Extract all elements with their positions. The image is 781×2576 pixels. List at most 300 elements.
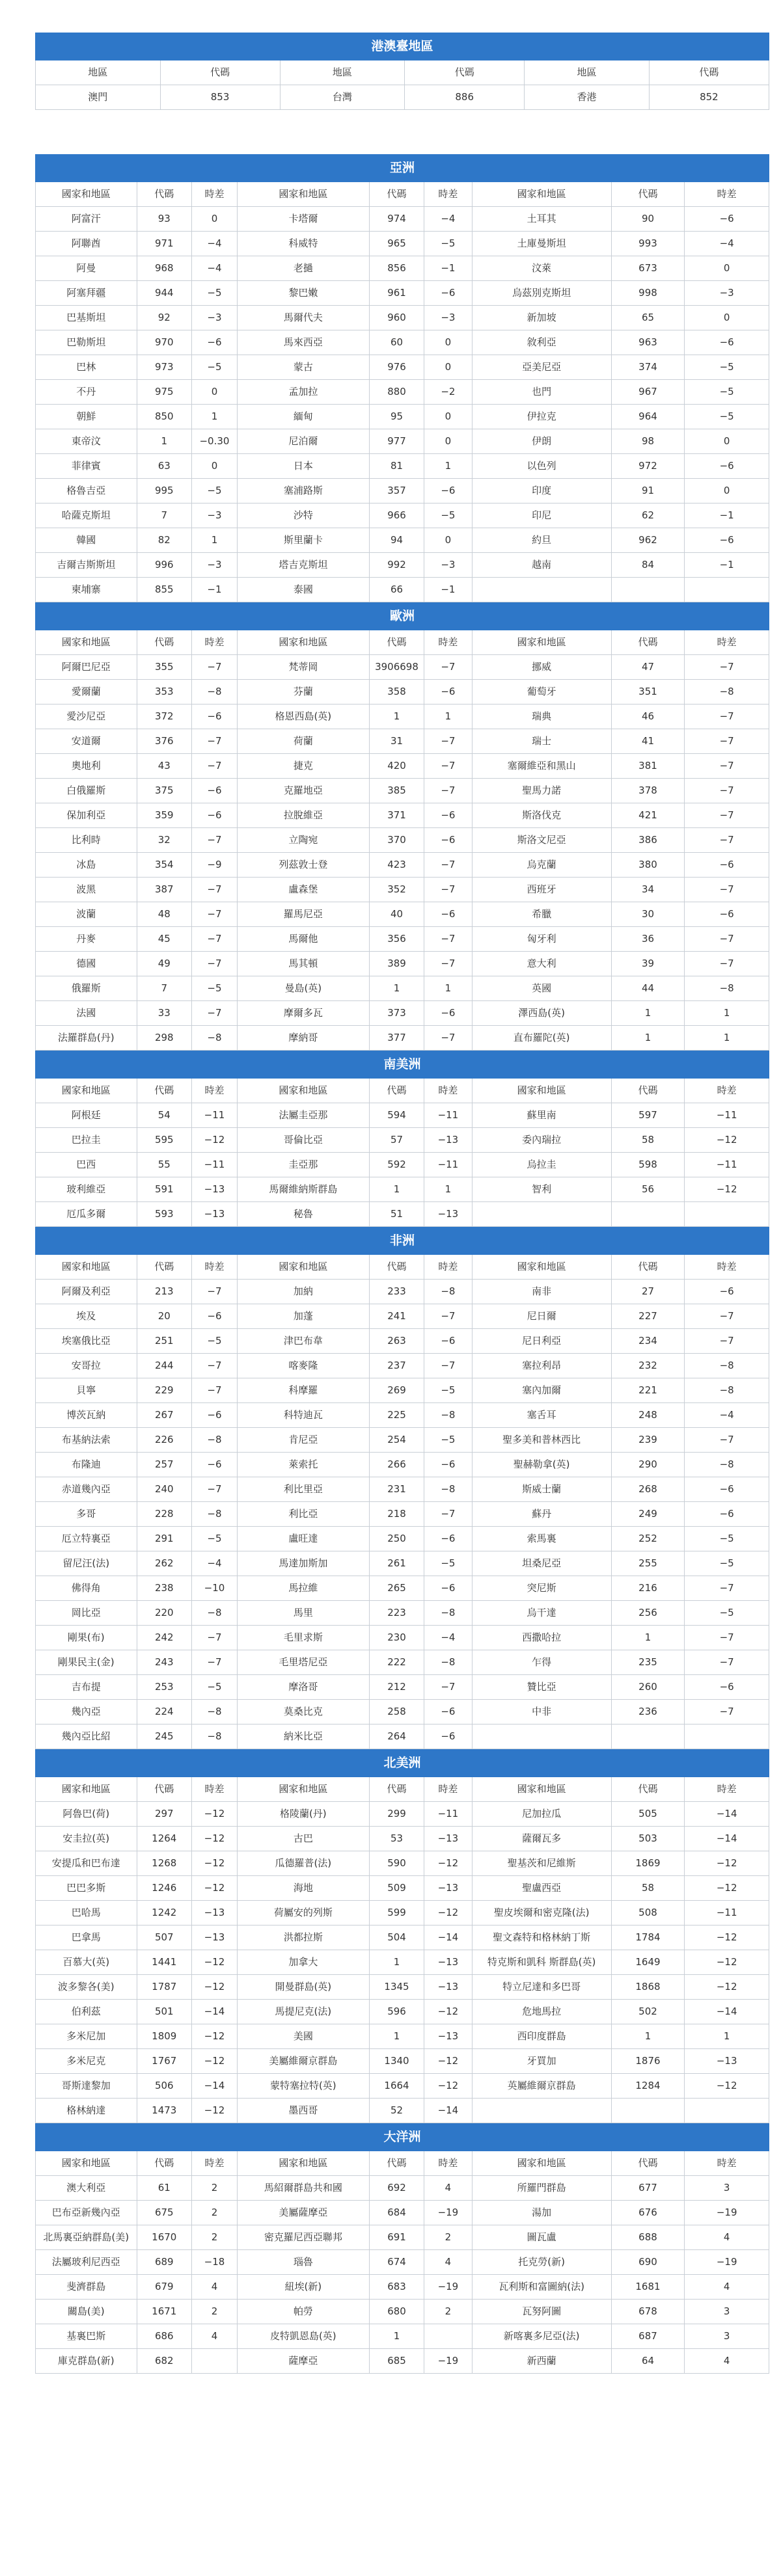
table-row xyxy=(36,1851,769,1876)
table-cell: 36 xyxy=(611,927,685,952)
table-cell: 253 xyxy=(137,1675,192,1700)
table-cell: 389 xyxy=(369,952,424,976)
table-cell: 691 xyxy=(369,2225,424,2250)
table-cell: 299 xyxy=(369,1802,424,1827)
column-header: 時差 xyxy=(192,182,238,207)
table-cell: 992 xyxy=(369,553,424,578)
table-cell: −4 xyxy=(424,1626,472,1650)
table-cell: 590 xyxy=(369,1851,424,1876)
table-cell: 多米尼加 xyxy=(36,2024,137,2049)
column-header: 代碼 xyxy=(611,182,685,207)
table-row xyxy=(36,1700,769,1724)
table-cell: 朝鮮 xyxy=(36,405,137,429)
table-cell: −11 xyxy=(685,1153,769,1177)
table-cell: 351 xyxy=(611,680,685,704)
table-cell: −7 xyxy=(424,779,472,803)
table-row xyxy=(36,2201,769,2225)
table-row xyxy=(36,1428,769,1453)
table-cell: 377 xyxy=(369,1026,424,1051)
table-cell: 3 xyxy=(685,2324,769,2349)
table-cell: 267 xyxy=(137,1403,192,1428)
table-cell: 0 xyxy=(192,380,238,405)
table-cell: 佛得角 xyxy=(36,1576,137,1601)
table-cell: 252 xyxy=(611,1527,685,1551)
table-cell: 格恩西島(英) xyxy=(237,704,369,729)
table-cell: −13 xyxy=(424,1128,472,1153)
table-cell: 安提瓜和巴布達 xyxy=(36,1851,137,1876)
table-cell: −12 xyxy=(192,1802,238,1827)
table-cell: 224 xyxy=(137,1700,192,1724)
table-row xyxy=(36,207,769,232)
section-title: 亞洲 xyxy=(36,155,769,182)
table-cell: 1441 xyxy=(137,1950,192,1975)
table-cell: 0 xyxy=(192,454,238,479)
table-cell: 伊朗 xyxy=(472,429,611,454)
table-row xyxy=(36,952,769,976)
table-cell: 布隆迪 xyxy=(36,1453,137,1477)
table-row xyxy=(36,828,769,853)
table-row xyxy=(36,853,769,878)
table-cell: −12 xyxy=(685,1975,769,2000)
table-cell: 421 xyxy=(611,803,685,828)
table-row xyxy=(36,2049,769,2074)
table-cell: 962 xyxy=(611,528,685,553)
table-cell: 1 xyxy=(685,2024,769,2049)
table-cell: 特立尼達和多巴哥 xyxy=(472,1975,611,2000)
section-title-row xyxy=(36,1750,769,1777)
header-row xyxy=(36,60,769,85)
table-cell: −6 xyxy=(192,779,238,803)
table-cell: 肯尼亞 xyxy=(237,1428,369,1453)
table-cell: 捷克 xyxy=(237,754,369,779)
table-cell: 聖文森特和格林納丁斯 xyxy=(472,1925,611,1950)
table-cell: −7 xyxy=(424,729,472,754)
table-cell: 斯洛文尼亞 xyxy=(472,828,611,853)
column-header: 代碼 xyxy=(369,1255,424,1280)
table-row xyxy=(36,2250,769,2275)
table-cell: 1 xyxy=(685,1026,769,1051)
table-row xyxy=(36,1802,769,1827)
table-cell: −7 xyxy=(685,704,769,729)
table-cell: 法屬圭亞那 xyxy=(237,1103,369,1128)
table-cell: 塞拉利昂 xyxy=(472,1354,611,1378)
table-cell: −12 xyxy=(685,1851,769,1876)
table-cell: 254 xyxy=(369,1428,424,1453)
table-cell: 海地 xyxy=(237,1876,369,1901)
column-header: 國家和地區 xyxy=(36,630,137,655)
table-cell: 976 xyxy=(369,355,424,380)
table-cell xyxy=(611,578,685,602)
table-cell: 聖赫勒拿(英) xyxy=(472,1453,611,1477)
table-cell: −7 xyxy=(192,1280,238,1304)
table-cell: −8 xyxy=(192,680,238,704)
table-cell: 科威特 xyxy=(237,232,369,256)
table-cell: 1 xyxy=(611,1001,685,1026)
table-cell: −11 xyxy=(192,1153,238,1177)
table-cell: −5 xyxy=(685,355,769,380)
table-row xyxy=(36,729,769,754)
table-cell: 不丹 xyxy=(36,380,137,405)
column-header: 代碼 xyxy=(369,630,424,655)
table-cell: −12 xyxy=(685,1177,769,1202)
table-row xyxy=(36,1202,769,1227)
table-row xyxy=(36,1477,769,1502)
table-cell: 503 xyxy=(611,1827,685,1851)
table-cell: 372 xyxy=(137,704,192,729)
table-cell: 593 xyxy=(137,1202,192,1227)
table-cell: −12 xyxy=(685,1128,769,1153)
table-row xyxy=(36,1975,769,2000)
table-cell: −3 xyxy=(685,281,769,306)
table-cell: 852 xyxy=(649,85,769,110)
table-cell: −12 xyxy=(424,1851,472,1876)
table-cell: 4 xyxy=(685,2275,769,2300)
table-cell: 40 xyxy=(369,902,424,927)
region-table xyxy=(35,1051,769,1227)
table-cell: 0 xyxy=(424,528,472,553)
table-row xyxy=(36,680,769,704)
table-row xyxy=(36,1378,769,1403)
table-cell: 970 xyxy=(137,330,192,355)
table-cell: 65 xyxy=(611,306,685,330)
table-cell: 972 xyxy=(611,454,685,479)
table-cell: −13 xyxy=(424,1975,472,2000)
table-cell: −5 xyxy=(192,1675,238,1700)
table-cell: 31 xyxy=(369,729,424,754)
table-cell: 232 xyxy=(611,1354,685,1378)
table-cell: 355 xyxy=(137,655,192,680)
table-cell: 90 xyxy=(611,207,685,232)
column-header: 國家和地區 xyxy=(36,1777,137,1802)
section-title: 歐洲 xyxy=(36,603,769,630)
table-row xyxy=(36,1876,769,1901)
column-header: 代碼 xyxy=(611,1255,685,1280)
table-cell: 3906698 xyxy=(369,655,424,680)
table-cell: −7 xyxy=(685,1626,769,1650)
table-cell: −7 xyxy=(192,729,238,754)
table-cell: −3 xyxy=(424,306,472,330)
table-cell: 哥倫比亞 xyxy=(237,1128,369,1153)
table-cell: 塞爾維亞和黑山 xyxy=(472,754,611,779)
table-cell: 直布羅陀(英) xyxy=(472,1026,611,1051)
table-cell: 387 xyxy=(137,878,192,902)
table-cell: 592 xyxy=(369,1153,424,1177)
table-cell: −11 xyxy=(685,1103,769,1128)
table-cell: 墨西哥 xyxy=(237,2099,369,2123)
table-cell: 2 xyxy=(192,2225,238,2250)
column-header: 國家和地區 xyxy=(36,1079,137,1103)
table-cell: 236 xyxy=(611,1700,685,1724)
table-cell: −7 xyxy=(685,878,769,902)
table-cell: 圖瓦盧 xyxy=(472,2225,611,2250)
table-cell: −6 xyxy=(424,1001,472,1026)
column-header: 時差 xyxy=(685,1079,769,1103)
table-cell: 安圭拉(英) xyxy=(36,1827,137,1851)
table-cell: 馬里 xyxy=(237,1601,369,1626)
table-cell: 56 xyxy=(611,1177,685,1202)
table-cell: −1 xyxy=(685,503,769,528)
table-cell: 利比亞 xyxy=(237,1502,369,1527)
column-header: 代碼 xyxy=(405,60,525,85)
table-cell: 馬爾維納斯群島 xyxy=(237,1177,369,1202)
table-cell: 波多黎各(美) xyxy=(36,1975,137,2000)
table-cell: 荷屬安的列斯 xyxy=(237,1901,369,1925)
table-cell: −13 xyxy=(424,1876,472,1901)
table-cell: −6 xyxy=(685,1675,769,1700)
table-cell: −5 xyxy=(192,281,238,306)
table-cell: 370 xyxy=(369,828,424,853)
table-cell: −12 xyxy=(192,2049,238,2074)
table-cell: 973 xyxy=(137,355,192,380)
column-header: 時差 xyxy=(685,182,769,207)
table-cell: −6 xyxy=(424,281,472,306)
column-header: 國家和地區 xyxy=(237,1079,369,1103)
table-cell: −6 xyxy=(685,528,769,553)
section-title: 北美洲 xyxy=(36,1750,769,1777)
table-cell: 687 xyxy=(611,2324,685,2349)
section-title-row xyxy=(36,1051,769,1079)
table-cell: 巴巴多斯 xyxy=(36,1876,137,1901)
table-cell: −7 xyxy=(685,803,769,828)
table-cell: 沙特 xyxy=(237,503,369,528)
table-cell: 愛爾蘭 xyxy=(36,680,137,704)
table-cell: 381 xyxy=(611,754,685,779)
table-cell: 239 xyxy=(611,1428,685,1453)
table-cell: −7 xyxy=(424,1675,472,1700)
table-cell: 1868 xyxy=(611,1975,685,2000)
table-row xyxy=(36,878,769,902)
table-cell: 美國 xyxy=(237,2024,369,2049)
table-cell: 1649 xyxy=(611,1950,685,1975)
table-cell: 684 xyxy=(369,2201,424,2225)
table-cell: −5 xyxy=(685,1601,769,1626)
table-cell: −7 xyxy=(685,1700,769,1724)
table-cell xyxy=(611,2099,685,2123)
header-row xyxy=(36,1777,769,1802)
table-cell: 1 xyxy=(369,2324,424,2349)
table-cell: −4 xyxy=(192,256,238,281)
table-cell: 357 xyxy=(369,479,424,503)
table-cell: −7 xyxy=(685,655,769,680)
section-title: 非洲 xyxy=(36,1228,769,1255)
table-cell xyxy=(472,1724,611,1749)
table-cell: 354 xyxy=(137,853,192,878)
column-header: 代碼 xyxy=(611,2151,685,2176)
table-cell: −7 xyxy=(424,1502,472,1527)
table-cell: 229 xyxy=(137,1378,192,1403)
table-cell: 961 xyxy=(369,281,424,306)
table-cell: 澤西島(英) xyxy=(472,1001,611,1026)
table-cell: −6 xyxy=(424,1724,472,1749)
table-row xyxy=(36,1304,769,1329)
column-header: 國家和地區 xyxy=(36,1255,137,1280)
table-cell: 886 xyxy=(405,85,525,110)
table-cell: −14 xyxy=(424,2099,472,2123)
table-cell: 290 xyxy=(611,1453,685,1477)
table-cell: 布基納法索 xyxy=(36,1428,137,1453)
table-cell: −14 xyxy=(192,2074,238,2099)
table-row xyxy=(36,429,769,454)
column-header: 代碼 xyxy=(611,1777,685,1802)
table-cell: 巴哈馬 xyxy=(36,1901,137,1925)
table-cell: 哥斯達黎加 xyxy=(36,2074,137,2099)
table-cell: −12 xyxy=(192,1851,238,1876)
table-cell: 1264 xyxy=(137,1827,192,1851)
table-row xyxy=(36,1724,769,1749)
table-cell: 卡塔爾 xyxy=(237,207,369,232)
table-cell: 1784 xyxy=(611,1925,685,1950)
table-cell: 白俄羅斯 xyxy=(36,779,137,803)
table-cell: 91 xyxy=(611,479,685,503)
table-cell: −7 xyxy=(192,878,238,902)
table-cell: 501 xyxy=(137,2000,192,2024)
table-cell: 1473 xyxy=(137,2099,192,2123)
table-cell: 約旦 xyxy=(472,528,611,553)
table-cell: −12 xyxy=(685,2074,769,2099)
header-row xyxy=(36,1255,769,1280)
table-cell: −6 xyxy=(424,1453,472,1477)
table-cell: 266 xyxy=(369,1453,424,1477)
table-cell: 4 xyxy=(424,2176,472,2201)
header-row xyxy=(36,630,769,655)
table-row xyxy=(36,528,769,553)
table-cell: 93 xyxy=(137,207,192,232)
table-cell: 944 xyxy=(137,281,192,306)
table-cell: 乍得 xyxy=(472,1650,611,1675)
table-row xyxy=(36,330,769,355)
table-cell: −11 xyxy=(424,1802,472,1827)
table-cell: 玻利維亞 xyxy=(36,1177,137,1202)
table-cell: 4 xyxy=(192,2275,238,2300)
table-cell: 41 xyxy=(611,729,685,754)
table-cell: −7 xyxy=(685,779,769,803)
table-cell: 津巴布韋 xyxy=(237,1329,369,1354)
table-cell: 巴基斯坦 xyxy=(36,306,137,330)
table-cell: 秘魯 xyxy=(237,1202,369,1227)
table-cell: 1 xyxy=(192,405,238,429)
table-cell: 591 xyxy=(137,1177,192,1202)
column-header: 代碼 xyxy=(137,182,192,207)
table-cell: −6 xyxy=(685,454,769,479)
table-cell: −7 xyxy=(192,1650,238,1675)
table-cell: −7 xyxy=(192,902,238,927)
table-cell: 瑞士 xyxy=(472,729,611,754)
table-cell: 帕勞 xyxy=(237,2300,369,2324)
table-cell: 221 xyxy=(611,1378,685,1403)
table-cell: −13 xyxy=(192,1177,238,1202)
table-cell: 黎巴嫩 xyxy=(237,281,369,306)
table-cell: −6 xyxy=(685,330,769,355)
table-cell: 巴拿馬 xyxy=(36,1925,137,1950)
table-cell: 中非 xyxy=(472,1700,611,1724)
table-row xyxy=(36,1403,769,1428)
table-cell: 關島(美) xyxy=(36,2300,137,2324)
table-cell: −7 xyxy=(685,1650,769,1675)
column-header: 代碼 xyxy=(137,1255,192,1280)
table-cell: 251 xyxy=(137,1329,192,1354)
table-cell: 58 xyxy=(611,1876,685,1901)
table-cell: 0 xyxy=(424,355,472,380)
table-cell: 坦桑尼亞 xyxy=(472,1551,611,1576)
table-cell: −1 xyxy=(685,553,769,578)
table-cell: 英屬維爾京群島 xyxy=(472,2074,611,2099)
table-cell: −6 xyxy=(685,1502,769,1527)
table-cell: 596 xyxy=(369,2000,424,2024)
section-title-row xyxy=(36,603,769,630)
table-row xyxy=(36,1650,769,1675)
table-cell: 赤道幾內亞 xyxy=(36,1477,137,1502)
table-cell: 53 xyxy=(369,1827,424,1851)
table-row xyxy=(36,1128,769,1153)
table-cell: 1246 xyxy=(137,1876,192,1901)
table-cell: 緬甸 xyxy=(237,405,369,429)
table-row xyxy=(36,1177,769,1202)
table-cell: 阿魯巴(荷) xyxy=(36,1802,137,1827)
table-cell: −12 xyxy=(192,1128,238,1153)
table-cell: −7 xyxy=(685,1576,769,1601)
table-cell: −13 xyxy=(424,2024,472,2049)
table-cell: 敘利亞 xyxy=(472,330,611,355)
table-cell: 237 xyxy=(369,1354,424,1378)
column-header: 地區 xyxy=(36,60,161,85)
table-row xyxy=(36,2225,769,2250)
table-cell: 4 xyxy=(424,2250,472,2275)
table-cell: 塞內加爾 xyxy=(472,1378,611,1403)
table-cell: −4 xyxy=(192,232,238,256)
table-cell: 420 xyxy=(369,754,424,779)
table-cell: 1268 xyxy=(137,1851,192,1876)
table-row xyxy=(36,1950,769,1975)
table-cell: 673 xyxy=(611,256,685,281)
table-cell: −8 xyxy=(192,1700,238,1724)
table-cell: −7 xyxy=(424,878,472,902)
table-cell: 44 xyxy=(611,976,685,1001)
table-cell: 蒙古 xyxy=(237,355,369,380)
table-cell: 美屬維爾京群島 xyxy=(237,2049,369,2074)
table-cell: 506 xyxy=(137,2074,192,2099)
column-header: 代碼 xyxy=(160,60,280,85)
table-cell: −6 xyxy=(192,330,238,355)
column-header: 國家和地區 xyxy=(237,182,369,207)
column-header: 代碼 xyxy=(369,2151,424,2176)
table-cell: 留尼汪(法) xyxy=(36,1551,137,1576)
table-cell: −7 xyxy=(424,1354,472,1378)
table-cell: 34 xyxy=(611,878,685,902)
table-cell: 俄羅斯 xyxy=(36,976,137,1001)
table-cell xyxy=(472,1202,611,1227)
table-cell: 保加利亞 xyxy=(36,803,137,828)
table-cell: 幾內亞 xyxy=(36,1700,137,1724)
table-cell: −12 xyxy=(685,1950,769,1975)
table-cell: 269 xyxy=(369,1378,424,1403)
table-cell: 1284 xyxy=(611,2074,685,2099)
table-cell: −19 xyxy=(424,2201,472,2225)
table-cell: −5 xyxy=(424,1428,472,1453)
table-cell: 966 xyxy=(369,503,424,528)
table-cell: 965 xyxy=(369,232,424,256)
table-cell: 阿富汗 xyxy=(36,207,137,232)
table-cell: −7 xyxy=(424,655,472,680)
table-cell: −12 xyxy=(424,2049,472,2074)
table-cell: 西撒哈拉 xyxy=(472,1626,611,1650)
column-header: 國家和地區 xyxy=(36,2151,137,2176)
table-cell: 84 xyxy=(611,553,685,578)
table-cell: −5 xyxy=(424,503,472,528)
table-cell: 245 xyxy=(137,1724,192,1749)
table-row xyxy=(36,281,769,306)
column-header: 國家和地區 xyxy=(237,1777,369,1802)
table-cell: 262 xyxy=(137,1551,192,1576)
